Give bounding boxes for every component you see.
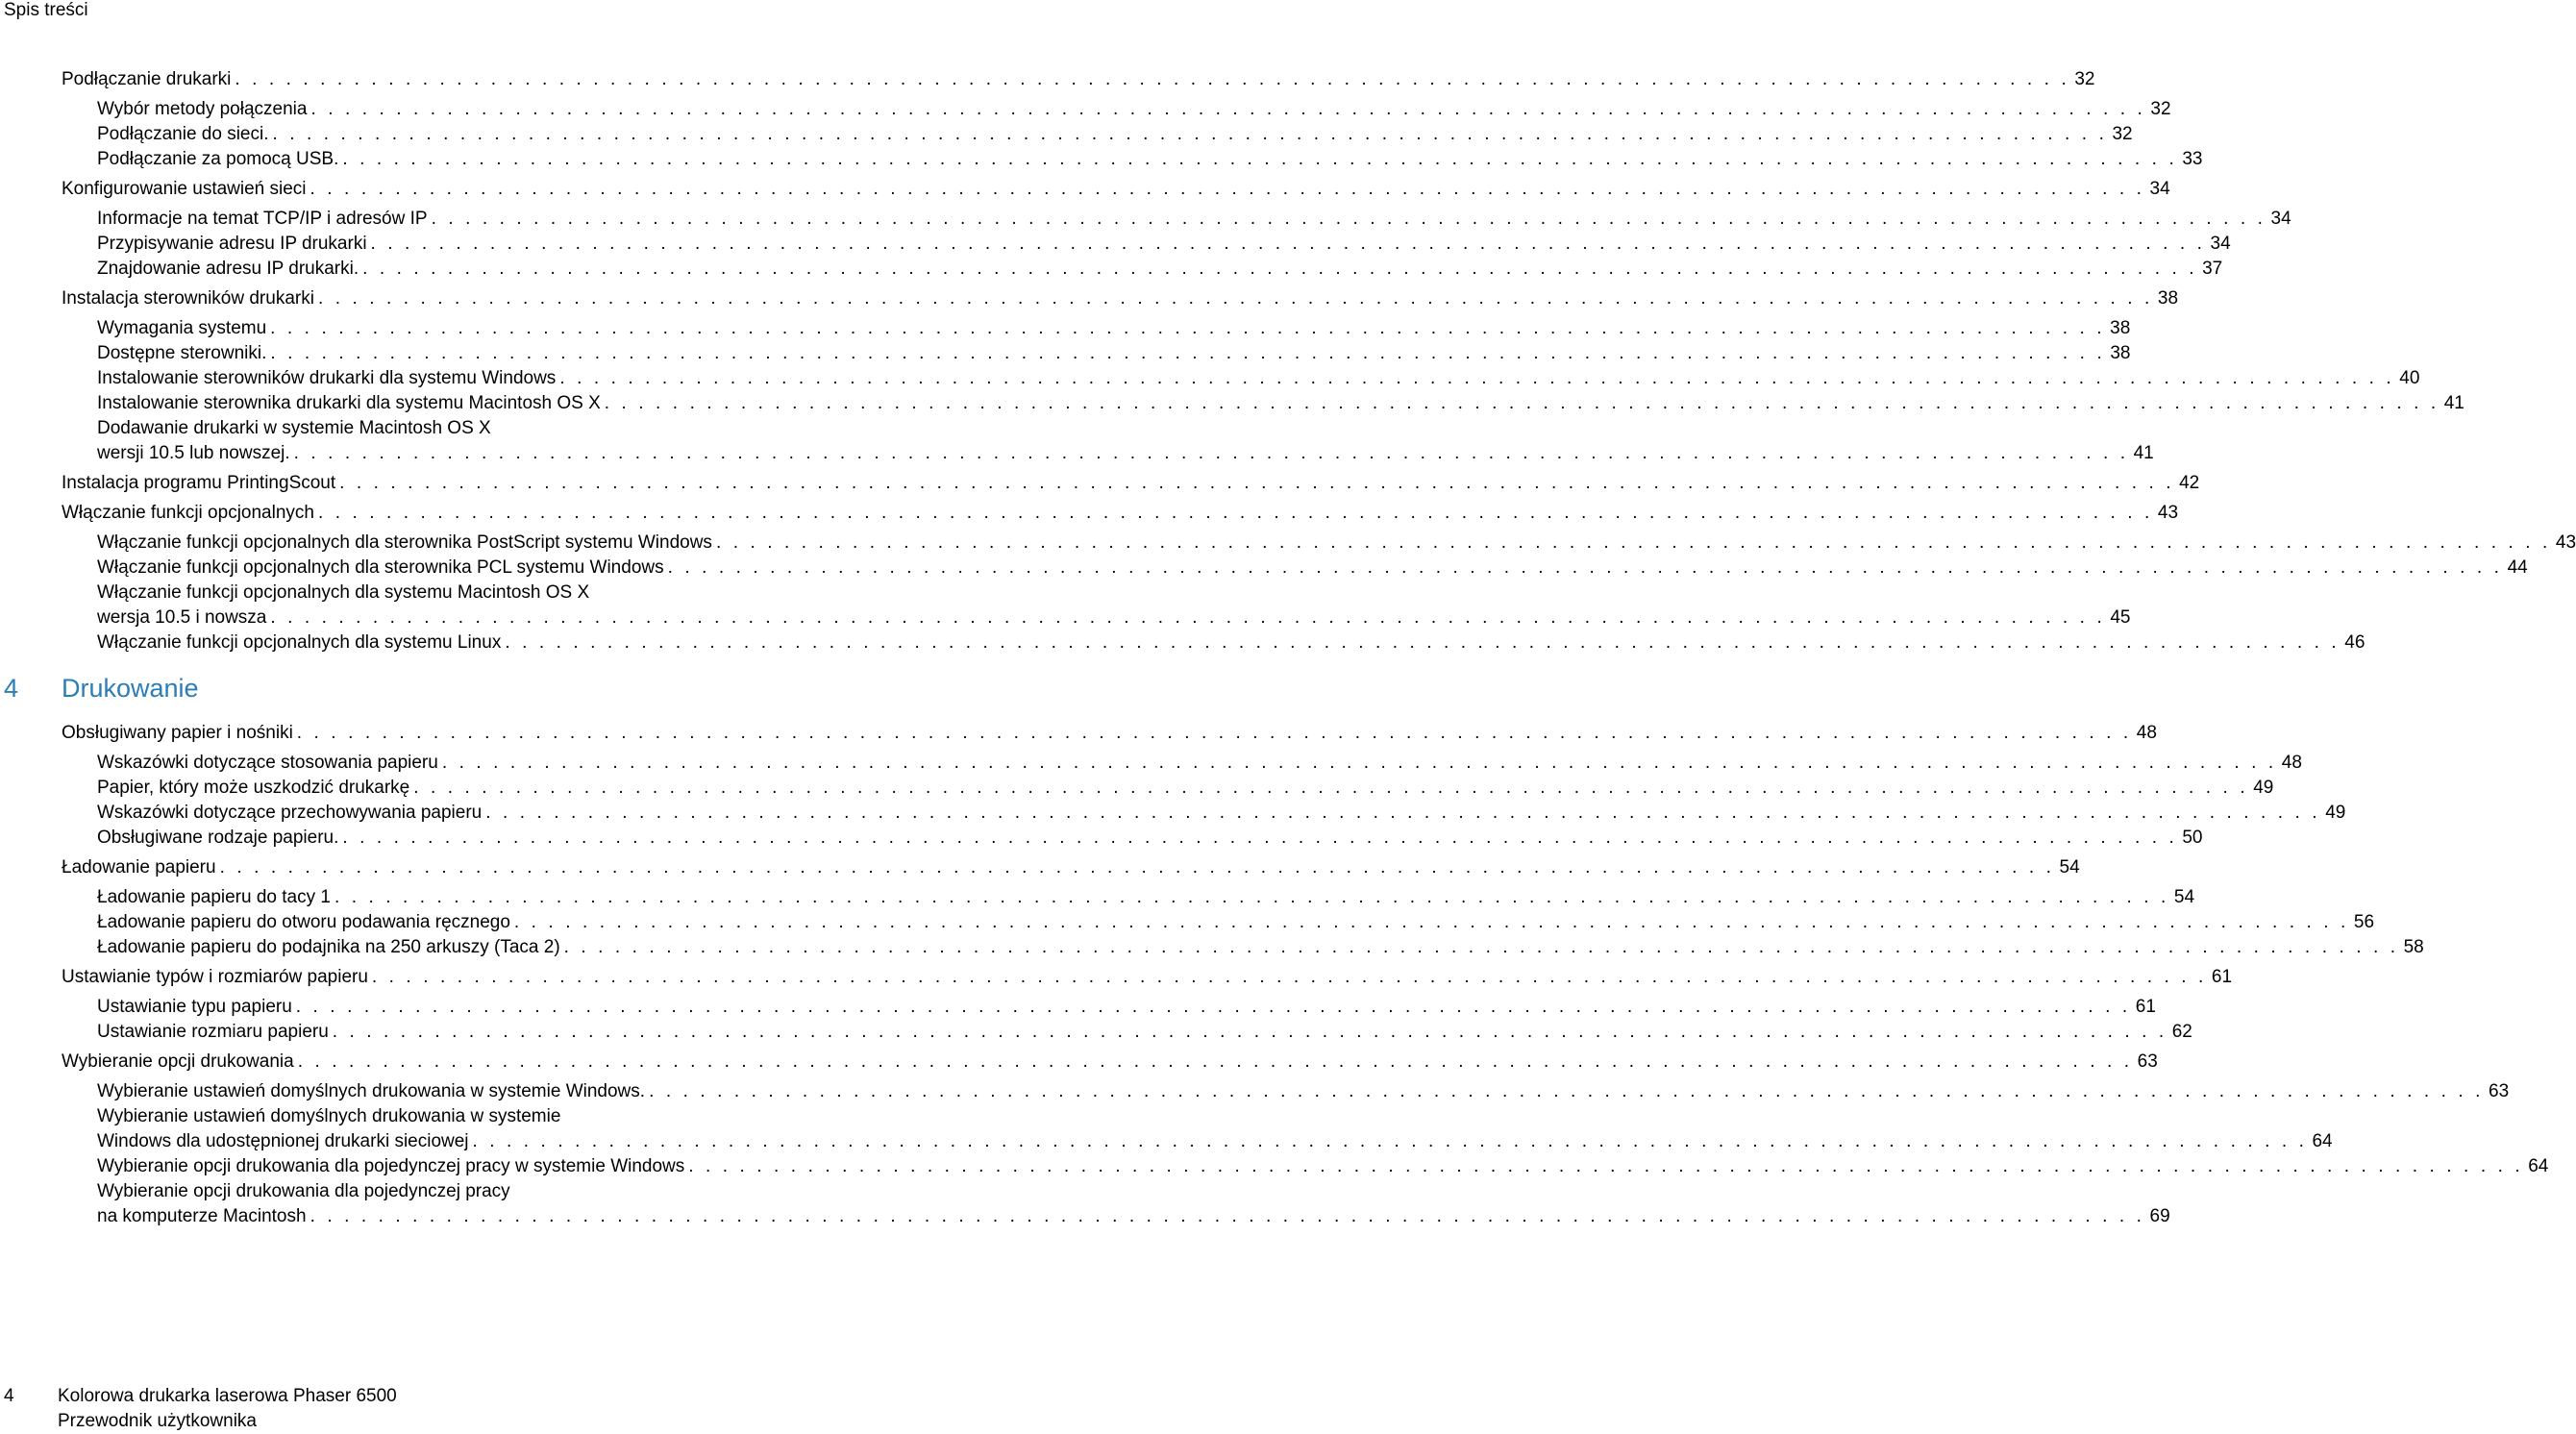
toc-entry-title: Ustawianie typu papieru [97,997,292,1017]
dot-leader: . . . . . . . . . . . . . . . . . . . . . . . . . . . . . . . . . . . . . . . . . . . . . . . . . . . . . . . . . . . . . . . . . . . . . . . . . . . . . . . . . . . . . . . . . . . . . . . . . . . . . . . . . . . . [339,473,2175,493]
toc-entry-title: Ładowanie papieru do tacy 1 [97,887,331,907]
toc-entry-title: Wybieranie opcji drukowania [62,1051,294,1072]
toc-page-number: 40 [2399,368,2420,388]
toc-section-entry[interactable] [62,1050,2158,1075]
toc-entry-title: Wskazówki dotyczące przechowywania papieru [97,803,483,823]
chapter-heading [4,669,199,707]
toc-page-number: 50 [2182,828,2203,848]
toc-section-entry[interactable] [62,721,2157,746]
toc-entry-line [62,286,2179,311]
toc-subsection-entry[interactable] [97,885,2195,910]
footer-guide-name: Przewodnik użytkownika [58,1411,257,1431]
toc-page-number: 34 [2149,179,2170,199]
toc-subsection-entry[interactable] [97,316,2131,341]
toc-page-number: 62 [2171,1022,2192,1042]
toc-entry-title: Wybieranie opcji drukowania dla pojedynczej pracy w systemie Windows [97,1156,685,1176]
toc-subsection-entry[interactable] [97,995,2156,1020]
toc-entry-title: Obsługiwane rodzaje papieru. [97,828,339,848]
toc-page-number: 32 [2150,99,2171,119]
toc-entry-line [97,1204,2170,1229]
toc-entry-line [97,751,2302,776]
dot-leader: . . . . . . . . . . . . . . . . . . . . . . . . . . . . . . . . . . . . . . . . . . . . . . . . . . . . . . . . . . . . . . . . . . . . . . . . . . . . . . . . . . . . . . . . . . . . . . . . . . . . . . . . . . . . [317,288,2153,309]
toc-section-entry[interactable] [62,286,2179,311]
toc-entry-line [62,471,2200,496]
dot-leader: . . . . . . . . . . . . . . . . . . . . . . . . . . . . . . . . . . . . . . . . . . . . . . . . . . . . . . . . . . . . . . . . . . . . . . . . . . . . . . . . . . . . . . . . . . . . . . . . . . . . . . . . . . . . [667,557,2503,578]
dot-leader: . . . . . . . . . . . . . . . . . . . . . . . . . . . . . . . . . . . . . . . . . . . . . . . . . . . . . . . . . . . . . . . . . . . . . . . . . . . . . . . . . . . . . . . . . . . . . . . . . . . . . . . . . . . . [472,1131,2308,1151]
toc-entry-title: Podłączanie drukarki [62,69,232,89]
toc-entry-title-line: Wybieranie opcji drukowania dla pojedynczej pracy [97,1181,510,1201]
dot-leader: . . . . . . . . . . . . . . . . . . . . . . . . . . . . . . . . . . . . . . . . . . . . . . . . . . . . . . . . . . . . . . . . . . . . . . . . . . . . . . . . . . . . . . . . . . . . . . . . . . . . . . . . . . . . [310,179,2145,199]
toc-entry-line [97,776,2274,801]
toc-section-entry[interactable] [62,965,2233,990]
toc-entry-title: Obsługiwany papier i nośniki [62,723,293,743]
toc-section-entry[interactable] [62,855,2080,880]
toc-entry-line [97,122,2133,147]
toc-entry-line [97,232,2231,257]
toc-entry-title: Przypisywanie adresu IP drukarki [97,234,367,254]
toc-entry-line [97,391,2465,416]
dot-leader: . . . . . . . . . . . . . . . . . . . . . . . . . . . . . . . . . . . . . . . . . . . . . . . . . . . . . . . . . . . . . . . . . . . . . . . . . . . . . . . . . . . . . . . . . . . . . . . . . . . . . . . . . . . . [272,124,2108,144]
toc-entry-title: Konfigurowanie ustawień sieci [62,179,307,199]
toc-entry-title: Wybieranie ustawień domyślnych drukowania w systemie Windows. [97,1081,646,1101]
toc-entry-title-line: Włączanie funkcji opcjonalnych dla systemu Macintosh OS X [97,582,590,603]
toc-subsection-entry[interactable] [97,801,2346,826]
toc-subsection-entry[interactable] [97,97,2171,122]
toc-entry-line [62,501,2179,526]
dot-leader: . . . . . . . . . . . . . . . . . . . . . . . . . . . . . . . . . . . . . . . . . . . . . . . . . . . . . . . . . . . . . . . . . . . . . . . . . . . . . . . . . . . . . . . . . . . . . . . . . . . . . . . . . . . . [270,343,2106,363]
toc-entry-title: Włączanie funkcji opcjonalnych dla sterownika PCL systemu Windows [97,557,664,578]
toc-section-entry[interactable] [62,67,2095,92]
toc-entry-title: Informacje na temat TCP/IP i adresów IP [97,209,428,229]
toc-section-entry[interactable] [62,471,2200,496]
toc-subsection-entry[interactable] [97,776,2274,801]
toc-subsection-entry[interactable] [97,1020,2192,1045]
dot-leader: . . . . . . . . . . . . . . . . . . . . . . . . . . . . . . . . . . . . . . . . . . . . . . . . . . . . . . . . . . . . . . . . . . . . . . . . . . . . . . . . . . . . . . . . . . . . . . . . . . . . . . . . . . . . [505,632,2341,653]
dot-leader: . . . . . . . . . . . . . . . . . . . . . . . . . . . . . . . . . . . . . . . . . . . . . . . . . . . . . . . . . . . . . . . . . . . . . . . . . . . . . . . . . . . . . . . . . . . . . . . . . . . . . . . . . . . . [332,1022,2167,1042]
toc-entry-title-line: Wybieranie ustawień domyślnych drukowania w systemie [97,1106,561,1126]
dot-leader: . . . . . . . . . . . . . . . . . . . . . . . . . . . . . . . . . . . . . . . . . . . . . . . . . . . . . . . . . . . . . . . . . . . . . . . . . . . . . . . . . . . . . . . . . . . . . . . . . . . . . . . . . . . . [649,1081,2485,1101]
toc-subsection-entry[interactable] [97,1104,2333,1154]
toc-entry-line [97,910,2375,935]
toc-page-number: 54 [2059,857,2080,878]
toc-subsection-entry[interactable] [97,147,2203,172]
toc-entry-line [62,1050,2158,1075]
toc-entry-line [97,935,2424,960]
dot-leader: . . . . . . . . . . . . . . . . . . . . . . . . . . . . . . . . . . . . . . . . . . . . . . . . . . . . . . . . . . . . . . . . . . . . . . . . . . . . . . . . . . . . . . . . . . . . . . . . . . . . . . . . . . . . [317,503,2153,523]
toc-subsection-entry[interactable] [97,1179,2170,1229]
toc-entry-title: Wybór metody połączenia [97,99,308,119]
toc-entry-title: Instalacja programu PrintingScout [62,473,336,493]
toc-subsection-entry[interactable] [97,581,2131,630]
toc-subsection-entry[interactable] [97,935,2424,960]
toc-subsection-entry[interactable] [97,1154,2549,1179]
dot-leader: . . . . . . . . . . . . . . . . . . . . . . . . . . . . . . . . . . . . . . . . . . . . . . . . . . . . . . . . . . . . . . . . . . . . . . . . . . . . . . . . . . . . . . . . . . . . . . . . . . . . . . . . . . . . [270,318,2106,338]
toc-page-number: 63 [2489,1081,2510,1101]
dot-leader: . . . . . . . . . . . . . . . . . . . . . . . . . . . . . . . . . . . . . . . . . . . . . . . . . . . . . . . . . . . . . . . . . . . . . . . . . . . . . . . . . . . . . . . . . . . . . . . . . . . . . . . . . . . . [342,149,2178,169]
dot-leader: . . . . . . . . . . . . . . . . . . . . . . . . . . . . . . . . . . . . . . . . . . . . . . . . . . . . . . . . . . . . . . . . . . . . . . . . . . . . . . . . . . . . . . . . . . . . . . . . . . . . . . . . . . . . [715,532,2551,553]
toc-page-number: 43 [2555,532,2576,553]
toc-section-entry[interactable] [62,501,2179,526]
toc-page-number: 49 [2325,803,2346,823]
toc-page-number: 48 [2281,753,2302,773]
toc-entry-title: Włączanie funkcji opcjonalnych dla systemu Linux [97,632,502,653]
toc-entry-line [97,147,2203,172]
toc-page-number: 34 [2270,209,2291,229]
toc-page-number: 44 [2507,557,2528,578]
dot-leader: . . . . . . . . . . . . . . . . . . . . . . . . . . . . . . . . . . . . . . . . . . . . . . . . . . . . . . . . . . . . . . . . . . . . . . . . . . . . . . . . . . . . . . . . . . . . . . . . . . . . . . . . . . . . [559,368,2395,388]
toc-entry-title: Windows dla udostępnionej drukarki sieciowej [97,1131,469,1151]
toc-entry-line [97,207,2291,232]
toc-subsection-entry[interactable] [97,391,2465,416]
toc-entry-line [97,1020,2192,1045]
toc-subsection-entry[interactable] [97,1079,2510,1104]
toc-subsection-entry[interactable] [97,531,2576,556]
toc-page-number: 54 [2173,887,2195,907]
toc-page-number: 33 [2182,149,2203,169]
toc-entry-title: Włączanie funkcji opcjonalnych dla sterownika PostScript systemu Windows [97,532,712,553]
toc-page-number: 63 [2137,1051,2158,1072]
toc-subsection-entry[interactable] [97,366,2420,391]
dot-leader: . . . . . . . . . . . . . . . . . . . . . . . . . . . . . . . . . . . . . . . . . . . . . . . . . . . . . . . . . . . . . . . . . . . . . . . . . . . . . . . . . . . . . . . . . . . . . . . . . . . . . . . . . . . . [235,69,2070,89]
toc-page-number: 43 [2157,503,2179,523]
dot-leader: . . . . . . . . . . . . . . . . . . . . . . . . . . . . . . . . . . . . . . . . . . . . . . . . . . . . . . . . . . . . . . . . . . . . . . . . . . . . . . . . . . . . . . . . . . . . . . . . . . . . . . . . . . . . [485,803,2321,823]
toc-page-number: 46 [2344,632,2365,653]
toc-subsection-entry[interactable] [97,341,2131,366]
toc-entry-title: Ładowanie papieru do podajnika na 250 arkuszy (Taca 2) [97,937,560,957]
dot-leader: . . . . . . . . . . . . . . . . . . . . . . . . . . . . . . . . . . . . . . . . . . . . . . . . . . . . . . . . . . . . . . . . . . . . . . . . . . . . . . . . . . . . . . . . . . . . . . . . . . . . . . . . . . . . [219,857,2055,878]
dot-leader: . . . . . . . . . . . . . . . . . . . . . . . . . . . . . . . . . . . . . . . . . . . . . . . . . . . . . . . . . . . . . . . . . . . . . . . . . . . . . . . . . . . . . . . . . . . . . . . . . . . . . . . . . . . . [296,723,2132,743]
dot-leader: . . . . . . . . . . . . . . . . . . . . . . . . . . . . . . . . . . . . . . . . . . . . . . . . . . . . . . . . . . . . . . . . . . . . . . . . . . . . . . . . . . . . . . . . . . . . . . . . . . . . . . . . . . . . [334,887,2169,907]
toc-subsection-entry[interactable] [97,556,2528,581]
toc-entry-line [97,341,2131,366]
dot-leader: . . . . . . . . . . . . . . . . . . . . . . . . . . . . . . . . . . . . . . . . . . . . . . . . . . . . . . . . . . . . . . . . . . . . . . . . . . . . . . . . . . . . . . . . . . . . . . . . . . . . . . . . . . . . [688,1156,2524,1176]
toc-page-number: 38 [2157,288,2179,309]
toc-page-number: 64 [2528,1156,2549,1176]
toc-entry-line [62,177,2170,202]
footer-product-name: Kolorowa drukarka laserowa Phaser 6500 [58,1386,397,1406]
dot-leader: . . . . . . . . . . . . . . . . . . . . . . . . . . . . . . . . . . . . . . . . . . . . . . . . . . . . . . . . . . . . . . . . . . . . . . . . . . . . . . . . . . . . . . . . . . . . . . . . . . . . . . . . . . . . [293,443,2129,463]
toc-page-number: 37 [2202,259,2223,279]
dot-leader: . . . . . . . . . . . . . . . . . . . . . . . . . . . . . . . . . . . . . . . . . . . . . . . . . . . . . . . . . . . . . . . . . . . . . . . . . . . . . . . . . . . . . . . . . . . . . . . . . . . . . . . . . . . . [441,753,2277,773]
toc-entry-line [62,965,2233,990]
toc-entry-line [62,855,2080,880]
toc-entry-title: Instalacja sterowników drukarki [62,288,314,309]
toc-entry-title: Wymagania systemu [97,318,267,338]
toc-subsection-entry[interactable] [97,232,2231,257]
toc-entry-title: Wskazówki dotyczące stosowania papieru [97,753,438,773]
toc-subsection-entry[interactable] [97,257,2223,282]
dot-leader: . . . . . . . . . . . . . . . . . . . . . . . . . . . . . . . . . . . . . . . . . . . . . . . . . . . . . . . . . . . . . . . . . . . . . . . . . . . . . . . . . . . . . . . . . . . . . . . . . . . . . . . . . . . . [310,99,2146,119]
toc-entry-line [97,1154,2549,1179]
toc-subsection-entry[interactable] [97,751,2302,776]
toc-page-number: 61 [2135,997,2156,1017]
dot-leader: . . . . . . . . . . . . . . . . . . . . . . . . . . . . . . . . . . . . . . . . . . . . . . . . . . . . . . . . . . . . . . . . . . . . . . . . . . . . . . . . . . . . . . . . . . . . . . . . . . . . . . . . . . . . [371,967,2207,987]
toc-page-number: 56 [2353,912,2375,932]
dot-leader: . . . . . . . . . . . . . . . . . . . . . . . . . . . . . . . . . . . . . . . . . . . . . . . . . . . . . . . . . . . . . . . . . . . . . . . . . . . . . . . . . . . . . . . . . . . . . . . . . . . . . . . . . . . . [270,607,2106,628]
dot-leader: . . . . . . . . . . . . . . . . . . . . . . . . . . . . . . . . . . . . . . . . . . . . . . . . . . . . . . . . . . . . . . . . . . . . . . . . . . . . . . . . . . . . . . . . . . . . . . . . . . . . . . . . . . . . [513,912,2349,932]
toc-page-number: 58 [2403,937,2424,957]
toc-entry-title: Ładowanie papieru [62,857,216,878]
toc-page-number: 32 [2074,69,2095,89]
toc-entry-line [97,316,2131,341]
dot-leader: . . . . . . . . . . . . . . . . . . . . . . . . . . . . . . . . . . . . . . . . . . . . . . . . . . . . . . . . . . . . . . . . . . . . . . . . . . . . . . . . . . . . . . . . . . . . . . . . . . . . . . . . . . . . [431,209,2266,229]
footer-document-title [58,1384,397,1434]
toc-entry-line [97,366,2420,391]
toc-page-number: 64 [2312,1131,2333,1151]
toc-entry-title: Podłączanie do sieci. [97,124,269,144]
toc-entry-line [97,97,2171,122]
toc-entry-title: Instalowanie sterowników drukarki dla systemu Windows [97,368,557,388]
toc-entry-line [97,630,2365,655]
dot-leader: . . . . . . . . . . . . . . . . . . . . . . . . . . . . . . . . . . . . . . . . . . . . . . . . . . . . . . . . . . . . . . . . . . . . . . . . . . . . . . . . . . . . . . . . . . . . . . . . . . . . . . . . . . . . [310,1206,2145,1226]
toc-page-number: 49 [2253,778,2274,798]
dot-leader: . . . . . . . . . . . . . . . . . . . . . . . . . . . . . . . . . . . . . . . . . . . . . . . . . . . . . . . . . . . . . . . . . . . . . . . . . . . . . . . . . . . . . . . . . . . . . . . . . . . . . . . . . . . . [297,1051,2133,1072]
dot-leader: . . . . . . . . . . . . . . . . . . . . . . . . . . . . . . . . . . . . . . . . . . . . . . . . . . . . . . . . . . . . . . . . . . . . . . . . . . . . . . . . . . . . . . . . . . . . . . . . . . . . . . . . . . . . [295,997,2131,1017]
toc-section-entry[interactable] [62,177,2170,202]
toc-entry-title: Papier, który może uszkodzić drukarkę [97,778,410,798]
toc-page-number: 34 [2210,234,2231,254]
toc-page-number: 38 [2110,318,2131,338]
toc-entry-line [97,1079,2510,1104]
toc-entry-title: Włączanie funkcji opcjonalnych [62,503,314,523]
header-title: Spis treści [4,0,88,20]
toc-entry-line [97,1129,2333,1154]
toc-page-number: 41 [2443,393,2465,413]
toc-page-number: 61 [2211,967,2233,987]
toc-entry-title: Ładowanie papieru do otworu podawania ręcznego [97,912,510,932]
toc-entry-line [97,885,2195,910]
toc-entry-title: wersji 10.5 lub nowszej. [97,443,290,463]
toc-subsection-entry[interactable] [97,122,2133,147]
toc-entry-title: Podłączanie za pomocą USB. [97,149,339,169]
toc-entry-title: na komputerze Macintosh [97,1206,307,1226]
chapter-number: 4 [4,674,19,703]
dot-leader: . . . . . . . . . . . . . . . . . . . . . . . . . . . . . . . . . . . . . . . . . . . . . . . . . . . . . . . . . . . . . . . . . . . . . . . . . . . . . . . . . . . . . . . . . . . . . . . . . . . . . . . . . . . . [604,393,2440,413]
toc-subsection-entry[interactable] [97,826,2203,851]
toc-page-number: 45 [2110,607,2131,628]
dot-leader: . . . . . . . . . . . . . . . . . . . . . . . . . . . . . . . . . . . . . . . . . . . . . . . . . . . . . . . . . . . . . . . . . . . . . . . . . . . . . . . . . . . . . . . . . . . . . . . . . . . . . . . . . . . . [370,234,2206,254]
toc-entry-title: Ustawianie typów i rozmiarów papieru [62,967,368,987]
dot-leader: . . . . . . . . . . . . . . . . . . . . . . . . . . . . . . . . . . . . . . . . . . . . . . . . . . . . . . . . . . . . . . . . . . . . . . . . . . . . . . . . . . . . . . . . . . . . . . . . . . . . . . . . . . . . [342,828,2178,848]
toc-entry-line [97,257,2223,282]
toc-entry-title: wersja 10.5 i nowsza [97,607,267,628]
toc-entry-line [97,801,2346,826]
dot-leader: . . . . . . . . . . . . . . . . . . . . . . . . . . . . . . . . . . . . . . . . . . . . . . . . . . . . . . . . . . . . . . . . . . . . . . . . . . . . . . . . . . . . . . . . . . . . . . . . . . . . . . . . . . . . [413,778,2249,798]
toc-page-number: 48 [2136,723,2157,743]
toc-entry-title: Znajdowanie adresu IP drukarki. [97,259,359,279]
toc-entry-line [62,67,2095,92]
toc-subsection-entry[interactable] [97,630,2365,655]
toc-entry-line [97,995,2156,1020]
toc-entry-line [97,556,2528,581]
toc-subsection-entry[interactable] [97,910,2375,935]
toc-entry-line [97,441,2154,466]
toc-page-number: 41 [2133,443,2154,463]
toc-entry-line [97,531,2576,556]
footer-page-number: 4 [4,1386,14,1406]
toc-entry-title: Instalowanie sterownika drukarki dla systemu Macintosh OS X [97,393,601,413]
toc-entry-title-line: Dodawanie drukarki w systemie Macintosh OS X [97,418,491,438]
toc-entry-title: Ustawianie rozmiaru papieru [97,1022,329,1042]
toc-entry-line [97,606,2131,630]
dot-leader: . . . . . . . . . . . . . . . . . . . . . . . . . . . . . . . . . . . . . . . . . . . . . . . . . . . . . . . . . . . . . . . . . . . . . . . . . . . . . . . . . . . . . . . . . . . . . . . . . . . . . . . . . . . . [563,937,2399,957]
toc-subsection-entry[interactable] [97,416,2154,466]
toc-page-number: 42 [2179,473,2200,493]
chapter-title: Drukowanie [62,674,199,703]
toc-entry-title: Dostępne sterowniki. [97,343,267,363]
dot-leader: . . . . . . . . . . . . . . . . . . . . . . . . . . . . . . . . . . . . . . . . . . . . . . . . . . . . . . . . . . . . . . . . . . . . . . . . . . . . . . . . . . . . . . . . . . . . . . . . . . . . . . . . . . . . [362,259,2198,279]
toc-subsection-entry[interactable] [97,207,2291,232]
toc-entry-line [97,826,2203,851]
toc-page-number: 32 [2112,124,2133,144]
toc-page-number: 69 [2149,1206,2170,1226]
toc-page-number: 38 [2110,343,2131,363]
toc-entry-line [62,721,2157,746]
